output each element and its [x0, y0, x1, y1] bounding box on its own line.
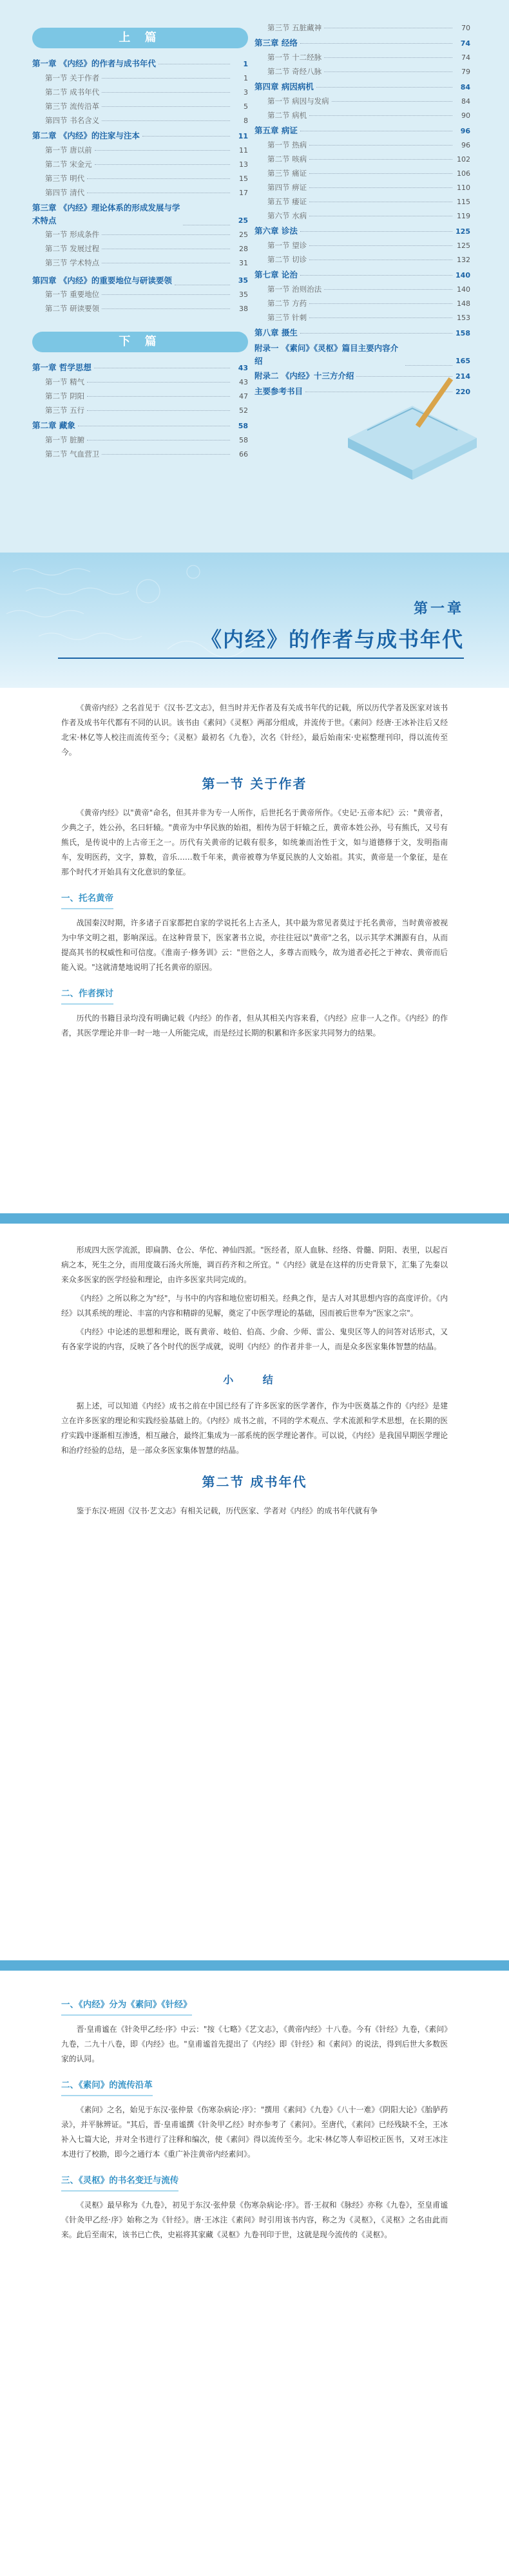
toc-entry-label: 第二章 《内经》的注家与注本 [32, 131, 140, 140]
chapter-page [0, 553, 509, 1224]
toc-page-number: 35 [238, 276, 248, 285]
toc-section-entry[interactable] [32, 173, 248, 187]
toc-leader-dots [102, 78, 230, 79]
toc-leader-dots [309, 173, 452, 174]
toc-page-number: 58 [239, 436, 248, 444]
toc-chapter-entry[interactable] [32, 361, 248, 377]
subsection-title: 一、托名黄帝 [61, 891, 113, 909]
toc-page-number: 96 [461, 141, 470, 149]
toc-entry-label: 第三节 五行 [45, 406, 85, 415]
toc-entry-label: 第七章 论治 [254, 270, 298, 279]
toc-page-number: 58 [238, 422, 248, 430]
toc-leader-dots [309, 115, 452, 116]
page-divider [0, 1960, 509, 1971]
toc-page-number: 140 [457, 285, 470, 294]
toc-section-entry[interactable] [32, 303, 248, 317]
toc-page-number: 38 [239, 305, 248, 313]
toc-entry-label: 第五章 病证 [254, 126, 298, 135]
book-illustration [335, 361, 490, 489]
toc-page-number: 1 [243, 60, 248, 68]
toc-chapter-entry[interactable] [32, 202, 248, 227]
toc-page-number: 125 [456, 227, 470, 236]
toc-section-entry[interactable] [32, 377, 248, 391]
toc-leader-dots [102, 308, 230, 309]
toc-chapter-entry[interactable] [32, 419, 248, 435]
toc-entry-label: 第二章 藏象 [32, 421, 75, 430]
toc-entry-label: 第一节 唐以前 [45, 146, 92, 155]
toc-entry-label: 第二节 方药 [267, 299, 307, 308]
toc-page-number: 220 [456, 388, 470, 396]
toc-page-number: 13 [239, 160, 248, 169]
toc-entry-label: 第一节 热病 [267, 140, 307, 149]
toc-entry-label: 第二节 气血营卫 [45, 450, 100, 459]
toc-chapter-entry[interactable] [254, 327, 470, 342]
toc-section-entry[interactable] [254, 312, 470, 327]
toc-entry-label: 第三节 明代 [45, 174, 85, 183]
toc-entry-label: 第四节 痹证 [267, 183, 307, 192]
toc-section-entry[interactable] [32, 159, 248, 173]
toc-leader-dots [102, 294, 230, 295]
toc-page-number: 84 [460, 83, 470, 91]
toc-entry-label: 第四章 《内经》的重要地位与研读要领 [32, 276, 172, 285]
toc-entry-label: 第三节 痛证 [267, 169, 307, 178]
toc-section-entry[interactable] [254, 254, 470, 269]
toc-section-entry[interactable] [32, 405, 248, 419]
paragraph: 《黄帝内经》以"黄帝"命名，但其并非为专一人所作，后世托名于黄帝所作。《史记·五帝本纪》云："黄帝者，少典之子，姓公孙，名曰轩辕。"黄帝为中华民族的始祖，相传为居于轩辕之丘，黄帝本姓公孙，号有熊氏，又号有熊氏，是传说中的上古帝王之一。历代有关黄帝的记载有很多，如统兼而治性于文，如与道德修于文，发明指南车，发明医药，文字，算数，音乐……数千年来，黄帝被尊为华夏民族的人文始祖。其实，黄帝是一个象征，是在那个时代才开始具有文化意识的象征。 [61, 808, 448, 876]
toc-page-number: 96 [460, 127, 470, 135]
toc-leader-dots [95, 164, 230, 165]
toc-page-number: 43 [238, 364, 248, 372]
toc-entry-label: 第六章 诊法 [254, 226, 298, 236]
toc-section-entry[interactable] [32, 229, 248, 243]
toc-leader-dots [309, 159, 452, 160]
toc-section-entry[interactable] [254, 23, 470, 37]
toc-entry-label: 第三章 《内经》理论体系的形成发展与学术特点 [32, 203, 180, 225]
toc-chapter-entry[interactable] [32, 272, 248, 287]
toc-list-upper [32, 57, 248, 317]
toc-entry-label: 附录二 《内经》十三方介绍 [254, 371, 354, 381]
toc-page-number: 25 [238, 216, 248, 225]
toc-section-entry[interactable] [32, 435, 248, 449]
toc-chapter-entry[interactable] [254, 225, 470, 240]
toc-entry-label: 第四节 清代 [45, 188, 85, 197]
toc-page-number: 110 [457, 184, 470, 192]
toc-page-number: 5 [244, 102, 248, 111]
toc-page-number: 165 [456, 357, 470, 365]
toc-leader-dots [324, 289, 452, 290]
toc-leader-dots [316, 87, 452, 88]
toc-section-entry[interactable] [32, 145, 248, 159]
summary-paragraph: 据上述，可以知道《内经》成书之前在中国已经有了许多医家的医学著作，作为中医奠基之作的《内经》是建立在许多医家的理论和实践经验基础上的。《内经》成书之前，不同的学术观点、学术流派和学术思想，在长期的医疗实践中逐渐相互渗透，相互融合，最终汇集成为一部系统的医学理论著作。可以说，《内经》是我国早期医学理论和治疗经验的总结，是一部众多医家集体智慧的结晶。 [61, 1401, 448, 1455]
toc-entry-label: 第二节 宋金元 [45, 160, 92, 169]
toc-page-number: 66 [239, 450, 248, 459]
toc-section-entry[interactable] [254, 196, 470, 211]
chapter-body [61, 701, 448, 1045]
toc-entry-label: 第一章 《内经》的作者与成书年代 [32, 59, 156, 68]
toc-leader-dots [102, 120, 230, 121]
toc-section-entry[interactable] [254, 154, 470, 168]
subsection-title: 一、《内经》分为《素问》《针经》 [61, 1998, 192, 2016]
toc-chapter-entry[interactable] [32, 57, 248, 73]
toc-leader-dots [324, 57, 452, 58]
toc-section-entry[interactable] [254, 240, 470, 254]
toc-entry-label: 第四节 书名含义 [45, 116, 100, 125]
toc-page-number: 52 [239, 406, 248, 415]
toc-leader-dots [87, 382, 230, 383]
paragraph: 历代的书籍目录均没有明确记载《内经》的作者，但从其相关内容来看，《内经》应非一人之作。《内经》的作者，其医学理论并非一时一地一人所能完成，而是经过长期的积累和许多医家共同努力的结果。 [61, 1014, 448, 1037]
toc-section-entry[interactable] [254, 211, 470, 225]
toc-page-number: 11 [238, 132, 248, 140]
toc-page-number: 3 [244, 88, 248, 97]
toc-leader-dots [102, 454, 230, 455]
toc-entry-label: 附录一 《素问》《灵枢》篇目主要内容介绍 [254, 343, 399, 366]
chapter-banner [0, 553, 509, 688]
toc-leader-dots [87, 178, 230, 179]
toc-entry-label: 第一节 望诊 [267, 241, 307, 250]
toc-page-number: 153 [457, 314, 470, 322]
toc-page-number: 70 [461, 24, 470, 32]
toc-entry-label: 第五节 痿证 [267, 197, 307, 206]
toc-section-entry[interactable] [254, 140, 470, 154]
toc-entry-label: 第一章 哲学思想 [32, 363, 91, 372]
toc-page-number: 1 [244, 74, 248, 82]
toc-entry-label: 第二节 切诊 [267, 255, 307, 264]
toc-leader-dots [309, 145, 452, 146]
banner-pattern [0, 553, 509, 688]
toc-page-number: 15 [239, 175, 248, 183]
toc-leader-dots [142, 136, 230, 137]
toc-entry-label: 第八章 摄生 [254, 328, 298, 337]
continuation-body [61, 1243, 448, 1522]
toc-page-number: 79 [461, 68, 470, 76]
summary-title: 小 结 [223, 1374, 286, 1386]
chapter-number: 第一章 [413, 600, 464, 617]
continuation-page [0, 1224, 509, 1971]
toc-leader-dots [309, 303, 452, 304]
toc-entry-label: 第三节 学术特点 [45, 258, 100, 267]
continuation-body-2 [61, 1990, 448, 2246]
toc-leader-dots [102, 234, 230, 235]
toc-page-number: 158 [456, 329, 470, 337]
toc-chapter-entry[interactable] [32, 129, 248, 145]
continuation-page-2 [0, 1971, 509, 2576]
toc-entry-label: 第二节 咳病 [267, 155, 307, 164]
toc-page-number: 140 [456, 271, 470, 279]
toc-section-entry[interactable] [254, 96, 470, 110]
toc-chapter-entry[interactable] [254, 37, 470, 52]
toc-entry-label: 第二节 病机 [267, 111, 307, 120]
toc-entry-label: 第三节 针刺 [267, 313, 307, 322]
paragraph: 鉴于东汉·班固《汉书·艺文志》有相关记载，历代医家、学者对《内经》的成书年代就有争 [76, 1506, 378, 1515]
toc-entry-label: 第一节 精气 [45, 377, 85, 386]
toc-page-number: 8 [244, 117, 248, 125]
toc-page-number: 115 [457, 198, 470, 206]
toc-entry-label: 第三节 流传沿革 [45, 102, 100, 111]
toc-leader-dots [102, 92, 230, 93]
toc-leader-dots [309, 187, 452, 188]
toc-entry-label: 第二节 成书年代 [45, 88, 100, 97]
toc-section-entry[interactable] [32, 258, 248, 272]
toc-page-number: 90 [461, 111, 470, 120]
paragraph: 形成四大医学流派，即扁鹊、仓公、华佗、神仙四派。"医经者，原人血脉、经络、骨髓、阴阳、表里，以起百病之本，死生之分，而用度箴石汤火所施，调百药齐和之所宜。"《内经》就是在这样的历史背景下，汇集了先秦以来众多医家的医学经验和理论，由许多医家共同完成的。 [61, 1245, 448, 1284]
toc-leader-dots [95, 150, 230, 151]
toc-entry-label: 第一节 脏腑 [45, 435, 85, 444]
toc-entry-label: 第一节 关于作者 [45, 73, 100, 82]
toc-section-entry[interactable] [32, 449, 248, 463]
subsection-title: 二、《素问》的流传沿革 [61, 2078, 153, 2096]
section-title: 第一节 关于作者 [202, 776, 307, 791]
toc-section-entry[interactable] [254, 66, 470, 80]
toc-section-entry[interactable] [254, 52, 470, 66]
page-divider [0, 1213, 509, 1224]
toc-leader-dots [309, 317, 452, 318]
toc-right-column [254, 23, 470, 401]
toc-section-entry[interactable] [254, 298, 470, 312]
toc-entry-label: 第二节 研读要领 [45, 304, 100, 313]
toc-page-number: 74 [461, 53, 470, 62]
toc-leader-dots [300, 333, 452, 334]
toc-section-entry[interactable] [32, 391, 248, 405]
toc-section-entry[interactable] [32, 101, 248, 115]
toc-entry-label: 第一节 形成条件 [45, 230, 100, 239]
toc-section-entry[interactable] [32, 87, 248, 101]
toc-page-number: 43 [239, 378, 248, 386]
toc-entry-label: 第二节 奇经八脉 [267, 67, 322, 76]
toc-leader-dots [300, 275, 452, 276]
toc-chapter-entry[interactable] [254, 269, 470, 284]
chapter-title: 《内经》的作者与成书年代 [200, 627, 464, 652]
toc-entry-label: 第二节 发展过程 [45, 244, 100, 253]
toc-page-number: 17 [239, 189, 248, 197]
part-title-lower: 下 篇 [32, 332, 248, 352]
paragraph: 晋·皇甫谧在《针灸甲乙经·序》中云："按《七略》《艺文志》，《黄帝内经》十八卷。今有《针经》九卷，《素问》九卷，二九十八卷，即《内经》也。"皇甫谧首先提出了《内经》即《针经》和《素问》的说法，得到后世大多数医家的认同。 [61, 2025, 448, 2063]
toc-page-number: 132 [457, 256, 470, 264]
toc-leader-dots [87, 396, 230, 397]
toc-entry-label: 第三章 经络 [254, 38, 298, 48]
toc-section-entry[interactable] [254, 110, 470, 124]
toc-section-entry[interactable] [254, 168, 470, 182]
toc-page-number: 74 [460, 39, 470, 48]
toc-left-column [32, 23, 248, 463]
toc-page-number: 11 [239, 146, 248, 155]
paragraph: 《内经》之所以称之为"经"，与书中的内容和地位密切相关。经典之作，是古人对其思想内容的高度评价。《内经》以其系统的理论、丰富的内容和精辟的见解，奠定了中医学理论的基础，因而被后世奉为"医家之宗"。 [61, 1294, 448, 1318]
toc-entry-label: 第六节 水病 [267, 211, 307, 220]
toc-chapter-entry[interactable] [254, 80, 470, 96]
toc-page-number: 35 [239, 290, 248, 299]
toc-entry-label: 第一节 重要地位 [45, 290, 100, 299]
subsection-title: 二、作者探讨 [61, 987, 113, 1005]
toc-page-number: 31 [239, 259, 248, 267]
paragraph: 《素问》之名，始见于东汉·张仲景《伤寒杂病论·序》："撰用《素问》《九卷》《八十一难》《阴阳大论》《胎胪药录》，并平脉辨证。"其后，晋·皇甫谧撰《针灸甲乙经》时亦参考了《素问》。至唐代，《素问》已经残缺不全，王冰补入七篇大论，并对全书进行了注释和编次，使《素问》得以流传至今。北宋·林亿等人奉诏校正医书，又对王冰注本进行了校勘，即今之通行本《重广补注黄帝内经素问》。 [61, 2105, 448, 2159]
toc-section-entry[interactable] [32, 73, 248, 87]
toc-page-number: 119 [457, 212, 470, 220]
toc-leader-dots [309, 245, 452, 246]
toc-section-entry[interactable] [32, 115, 248, 129]
toc-section-entry[interactable] [32, 243, 248, 258]
toc-entry-label: 第二节 阴阳 [45, 392, 85, 401]
toc-page-number: 214 [456, 372, 470, 381]
part-title-upper: 上 篇 [32, 28, 248, 48]
toc-chapter-entry[interactable] [254, 124, 470, 140]
paragraph: 战国秦汉时期，许多诸子百家都把自家的学说托名上古圣人，其中最为常见者莫过于托名黄帝，当时黄帝被视为中华文明之祖，影响深远。在这种背景下，医家著书立说，亦往往冠以"黄帝"之名，以示其学术渊源有自，从而提高其书的权威性和可信度。《淮南子·修务训》云："世俗之人，多尊古而贱今，故为道者必托之于神农、黄帝而后能入说。"这就清楚地说明了托名黄帝的原因。 [61, 918, 448, 972]
paragraph: 《内经》中论述的思想和理论，既有黄帝、岐伯、伯高、少俞、少师、雷公、鬼臾区等人的问答对话形式，又有各家学说的内容，反映了各个时代的医学成就，说明《内经》的作者并非一人，而是众多医家集体智慧的结晶。 [61, 1327, 448, 1351]
toc-page-number: 84 [461, 97, 470, 106]
toc-page-number: 28 [239, 245, 248, 253]
toc-leader-dots [300, 43, 452, 44]
toc-leader-dots [332, 101, 452, 102]
toc-leader-dots [87, 410, 230, 411]
toc-list-right [254, 23, 470, 401]
toc-page-number: 125 [457, 242, 470, 250]
intro-paragraph: 《黄帝内经》之名首见于《汉书·艺文志》，但当时并无作者及有关成书年代的记载，所以历代学者及医家对该书作者及成书年代都有不同的认识。该书由《素问》《灵枢》两部分组成，并流传于世。《素问》经唐·王冰补注后又经北宋·林亿等人校注而流传至今；《灵枢》最初名《九卷》，次名《针经》，最后始南宋·史崧整理刊印，得以流传至今。 [61, 703, 448, 757]
toc-entry-label: 第四章 病因病机 [254, 82, 314, 91]
toc-page-number: 25 [239, 231, 248, 239]
title-rule [58, 658, 464, 659]
toc-section-entry[interactable] [32, 187, 248, 202]
toc-section-entry[interactable] [254, 284, 470, 298]
toc-section-entry[interactable] [32, 289, 248, 303]
toc-entry-label: 第一节 病因与发病 [267, 97, 329, 106]
toc-entry-label: 第一节 治则治法 [267, 285, 322, 294]
toc-section-entry[interactable] [254, 182, 470, 196]
subsection-title: 三、《灵枢》的书名变迁与流传 [61, 2174, 178, 2192]
toc-leader-dots [102, 106, 230, 107]
toc-page-number: 102 [457, 155, 470, 164]
paragraph: 《灵枢》最早称为《九卷》，初见于东汉·张仲景《伤寒杂病论·序》。晋·王叔和《脉经》亦称《九卷》，至皇甫谧《针灸甲乙经·序》始称之为《针经》。唐·王冰注《素问》时引用该书内容，称之为《灵枢》，《灵枢》之名由此而来。此后至南宋，该书已亡佚，史崧将其家藏《灵枢》九卷刊印于世，这就是现今流传的《灵枢》。 [61, 2201, 448, 2239]
toc-list-lower [32, 361, 248, 463]
toc-entry-label: 第一节 十二经脉 [267, 53, 322, 62]
toc-entry-label: 主要参考书目 [254, 386, 303, 396]
toc-entry-label: 第三节 五脏藏神 [267, 23, 322, 32]
toc-page-number: 47 [239, 392, 248, 401]
toc-page-number: 148 [457, 299, 470, 308]
toc-page-number: 106 [457, 169, 470, 178]
toc-leader-dots [300, 231, 452, 232]
toc-leader-dots [324, 71, 452, 72]
section-title: 第二节 成书年代 [202, 1474, 307, 1490]
